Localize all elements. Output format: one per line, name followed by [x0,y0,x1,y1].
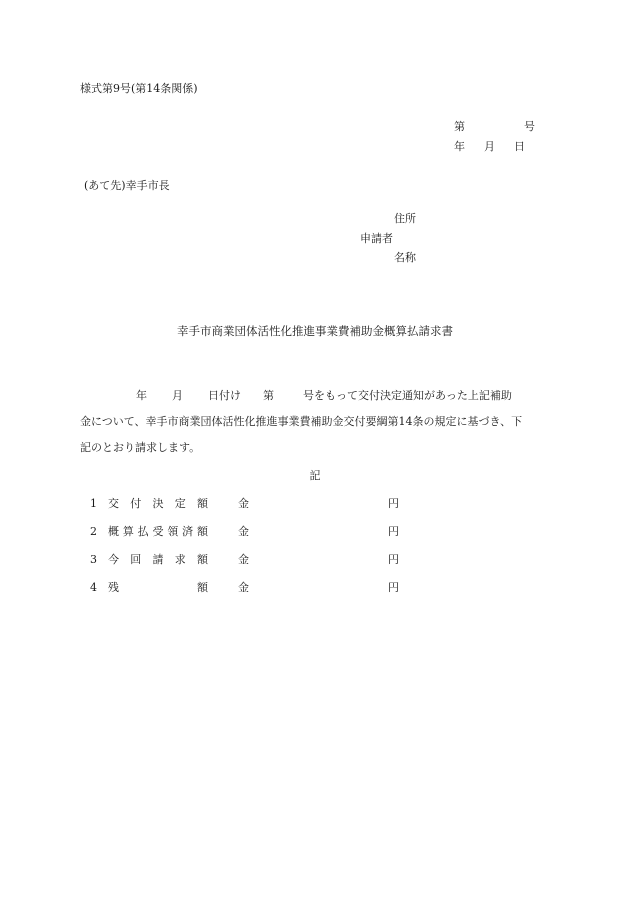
body-line-1 [80,383,552,409]
body-month: 月 [172,389,183,402]
item-label-char: 付 [130,497,142,510]
body-dated: 日付け [208,389,241,402]
item-label-char: 額 [197,497,208,510]
item-kin: 金 [238,497,249,510]
items-list [90,497,399,609]
item-kin: 金 [238,581,249,594]
item-yen: 円 [388,525,399,538]
applicant-name-label: 名称 [394,251,416,264]
item-label-char: 今 [108,553,119,566]
item-label-char: 払 [137,525,149,538]
item-label [108,497,208,510]
body-dai: 第 [263,389,274,402]
applicant-address-label: 住所 [394,212,416,225]
item-label-char: 額 [197,553,208,566]
item-kin: 金 [238,525,249,538]
body-line-2: 金について、幸手市商業団体活性化推進事業費補助金交付要綱第14条の規定に基づき、下 [80,415,523,428]
body-line-3: 記のとおり請求します。 [80,441,201,454]
item-label-char: 受 [152,525,164,538]
form-number: 様式第9号(第14条関係) [80,82,198,95]
item-yen: 円 [388,497,399,510]
document-title: 幸手市商業団体活性化推進事業費補助金概算払請求書 [177,324,453,338]
item-label-char: 回 [130,553,142,566]
number-go: 号 [524,120,535,133]
item-label-char: 求 [174,553,186,566]
date-line [454,140,544,153]
item-label-char: 額 [197,581,208,594]
item-number: 4 [90,581,97,594]
item-row [90,497,399,525]
item-yen: 円 [388,553,399,566]
date-day: 日 [514,140,525,153]
item-yen: 円 [388,581,399,594]
addressee: (あて先)幸手市長 [84,179,170,192]
body-line1-rest: 号をもって交付決定通知があった上記補助 [303,389,512,402]
item-label [108,581,208,594]
number-dai: 第 [454,120,465,133]
date-year: 年 [454,140,465,153]
applicant-label: 申請者 [360,232,393,245]
item-label [108,553,208,566]
item-row [90,525,399,553]
item-label-char: 請 [152,553,164,566]
item-label-char: 額 [196,525,208,538]
item-label-char: 領 [167,525,179,538]
item-number: 3 [90,553,97,566]
item-label-char: 算 [122,525,134,538]
item-label-char: 残 [108,581,119,594]
item-label-char: 交 [108,497,119,510]
item-row [90,553,399,581]
item-number: 1 [90,497,97,510]
item-label-char: 済 [182,525,194,538]
document-number-line [454,120,535,133]
item-row [90,581,399,609]
item-label-char: 決 [152,497,164,510]
ki-heading: 記 [309,469,321,482]
item-label-char: 定 [174,497,186,510]
body-paragraph [80,383,552,461]
body-year: 年 [136,389,147,402]
item-kin: 金 [238,553,249,566]
item-label-char: 概 [108,525,119,538]
item-number: 2 [90,525,97,538]
date-month: 月 [484,140,495,153]
item-label [108,525,208,538]
